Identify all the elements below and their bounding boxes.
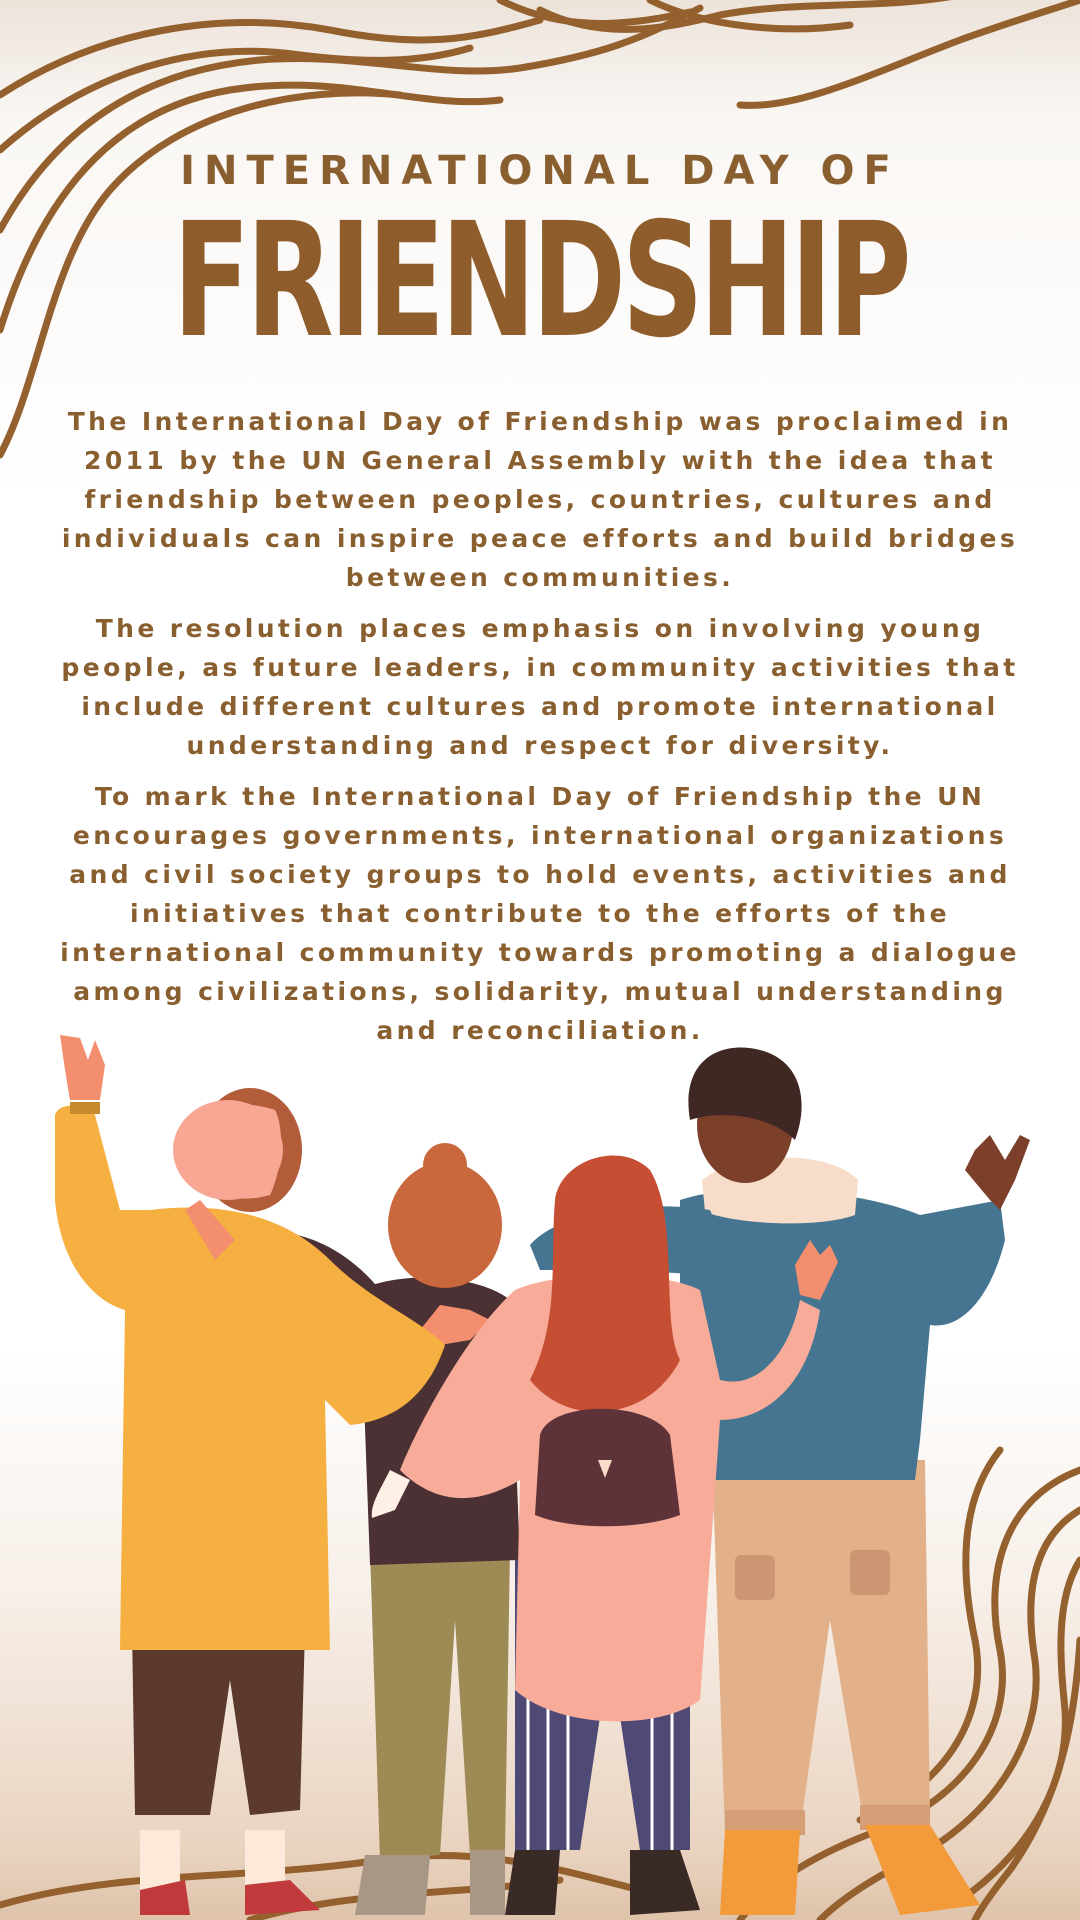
kicker-text: INTERNATIONAL DAY OF (180, 148, 900, 194)
page-title: FRIENDSHIP (172, 189, 908, 373)
paragraph-3: To mark the International Day of Friendship the UN encourages governments, international organizations and civil society groups to hold events, activities and initiatives that contribute to the efforts of the international community towards promoting a dialogue among civilizations, solidarity, mutual understanding and reconciliation. (60, 782, 1020, 1045)
paragraph-2: The resolution places emphasis on involving young people, as future leaders, in community activities that include different cultures and promote international understanding and respect for diversity. (61, 614, 1019, 760)
paragraph-1: The International Day of Friendship was proclaimed in 2011 by the UN General Assembly with the idea that friendship between peoples, countries, cultures and individuals can inspire peace efforts and build bridges between communities. (61, 407, 1019, 592)
